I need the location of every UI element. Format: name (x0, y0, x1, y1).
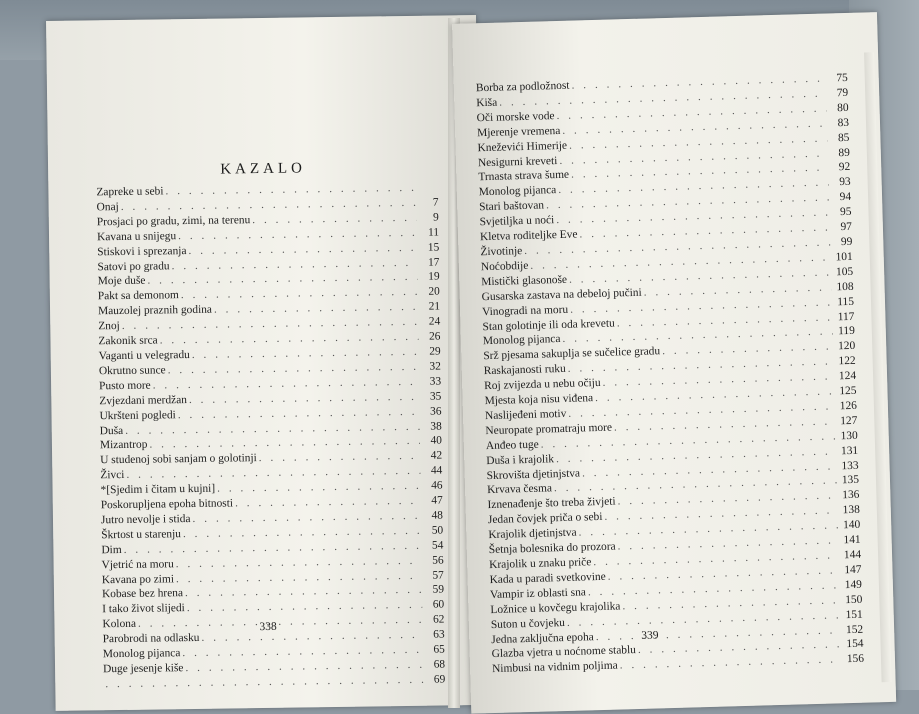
toc-entry-title: Borba za podložnost (476, 79, 570, 97)
toc-entry-title: Živci (100, 468, 124, 483)
toc-entry-title: Jedan čovjek priča o sebi (488, 510, 603, 528)
toc-entry-title: Glazba vjetra u noćnome stablu (492, 643, 637, 662)
toc-entry-page: 83 (829, 116, 849, 131)
toc-entry-title: Kletva roditeljke Eve (480, 228, 578, 246)
toc-entry-page: 94 (831, 190, 851, 205)
toc-entry-page: 20 (420, 285, 440, 300)
toc-entry-page: 65 (425, 643, 445, 658)
toc-entry-page: 80 (828, 101, 848, 116)
toc-entry-page: 130 (838, 429, 858, 444)
toc-entry-title: Iznenađenje što treba živjeti (487, 495, 615, 513)
toc-entry-page: 29 (421, 344, 441, 359)
toc-entry-title: Životinje (480, 244, 522, 260)
toc-entry-title: Zvjezdani merdžan (99, 393, 187, 409)
toc-entry-page: 101 (833, 250, 853, 265)
page-edge (864, 52, 892, 682)
toc-entry-title: Stari baštovan (479, 199, 544, 216)
page-number-right: 339 (641, 629, 659, 641)
toc-entry-page: 17 (419, 255, 439, 270)
toc-entry-page: 125 (836, 384, 856, 399)
toc-entry-page: 127 (837, 414, 857, 429)
toc-entry-page: 57 (424, 568, 444, 583)
toc-entry-page: 93 (830, 175, 850, 190)
toc-entry-page: 149 (842, 578, 862, 593)
toc-entry-title: Kavana u snijegu (97, 229, 176, 245)
toc-entry-page: 19 (420, 270, 440, 285)
toc-entry-page: 59 (424, 583, 444, 598)
toc-entry-title: Kavana po zimi (102, 572, 174, 588)
toc-entry-title: Vinogradi na moru (482, 302, 568, 319)
toc-entry-title: Vaganti u velegradu (99, 348, 190, 364)
toc-entry-title: Vampir iz oblasti sna (490, 585, 586, 603)
toc-entry-title: Zakonik srca (98, 334, 157, 350)
toc-entry-page: 144 (841, 548, 861, 563)
toc-entry-page: 21 (420, 300, 440, 315)
toc-entry-title: Jedna zaključna epoha (491, 630, 594, 648)
toc-entry-page: 89 (830, 145, 850, 160)
toc-entry-page: 75 (828, 71, 848, 86)
toc-entry-title: Mjerenje vremena (477, 124, 561, 141)
toc-entry-page: 124 (836, 369, 856, 384)
toc-entry-page: 50 (423, 523, 443, 538)
toc-entry-title: Monolog pijanca (483, 332, 561, 349)
toc-entry-page: 15 (419, 240, 439, 255)
toc-entry-page: 108 (833, 280, 853, 295)
toc-entry-page: 46 (422, 479, 442, 494)
toc-entry-page: 79 (828, 86, 848, 101)
toc-entry-title: Neuropate promatraju more (485, 420, 612, 438)
toc-entry-page: 140 (840, 518, 860, 533)
left-page (46, 15, 486, 711)
toc-entry-page: 36 (421, 404, 441, 419)
toc-entry-title: Jutro nevolje i stida (101, 512, 191, 528)
toc-entry-page: 54 (423, 538, 443, 553)
toc-entry-title: Kneževići Himerije (477, 138, 567, 155)
page-title: KAZALO (48, 158, 478, 181)
toc-entry-page: 151 (843, 607, 863, 622)
toc-entry-page: 63 (425, 628, 445, 643)
toc-entry-title: Znoj (98, 319, 120, 334)
toc-entry-title: Okrutno sunce (99, 363, 166, 379)
toc-entry-title: Duge jesenje kiše (103, 661, 184, 677)
toc-entry-page: 56 (423, 553, 443, 568)
toc-entry-page: 62 (424, 613, 444, 628)
toc-entry-page: 154 (843, 637, 863, 652)
toc-entry-page: 7 (418, 195, 438, 210)
toc-entry-page: 33 (421, 374, 441, 389)
right-page (452, 12, 896, 714)
toc-entry-page: 131 (838, 443, 858, 458)
toc-entry-title: Pusto more (99, 378, 151, 394)
toc-entry-title: Stan golotinje ili oda krevetu (482, 316, 615, 335)
toc-entry-page: 156 (844, 652, 864, 667)
toc-entry-page: 147 (841, 563, 861, 578)
toc-entry-title: Škrtost u starenju (101, 527, 181, 543)
toc-entry-page: 69 (425, 672, 445, 687)
toc-entry-title: Gusarska zastava na debeloj pučini (482, 285, 642, 304)
toc-entry-page: 42 (422, 449, 442, 464)
toc-entry-title: Anđeo tuge (486, 437, 539, 453)
toc-entry-page: 99 (832, 235, 852, 250)
toc-entry-title: Zapreke u sebi (96, 184, 163, 200)
toc-entry-page: 115 (834, 294, 854, 309)
toc-entry-title: Ukršteni pogledi (99, 408, 175, 424)
toc-entry-title: Suton u čovjeku (491, 616, 565, 633)
toc-entry-page: 120 (835, 339, 855, 354)
toc-entry-title: Oči morske vode (477, 109, 555, 126)
toc-entry-title: Prosjaci po gradu, zimi, na terenu (97, 213, 251, 230)
toc-entry-title: Srž pjesama sakuplja se sučelice gradu (483, 345, 660, 365)
toc-entry-title: Kolona (102, 617, 136, 632)
toc-entry-title: Kiša (476, 96, 497, 111)
toc-entry-page: 40 (422, 434, 442, 449)
toc-entry-page: 133 (838, 458, 858, 473)
toc-entry-page: 47 (423, 494, 443, 509)
toc-entry-page: 85 (829, 131, 849, 146)
toc-entry-title: Raskajanosti ruku (484, 362, 566, 379)
toc-entry-page: 126 (837, 399, 857, 414)
toc-entry-title: Parobrodi na odlasku (103, 631, 200, 647)
toc-entry-page: 119 (835, 324, 855, 339)
toc-entry-page: 122 (835, 354, 855, 369)
toc-entry-title: Duša (100, 423, 124, 438)
toc-entry-page: 68 (425, 657, 445, 672)
toc-entry-title: Stiskovi i sprezanja (97, 244, 186, 260)
toc-entry-title: Satovi po gradu (97, 259, 169, 275)
toc-entry-title: Kada u paradi svetkovine (489, 570, 605, 588)
toc-entry-title: Krajolik djetinjstva (488, 526, 577, 543)
toc-entry-title: Monolog pijanca (479, 183, 557, 200)
toc-entry-title: Monolog pijanca (103, 646, 181, 662)
toc-entry-title: Mistički glasonoše (481, 273, 567, 290)
page-number-left: 338 (259, 621, 276, 633)
toc-entry-page: 9 (419, 210, 439, 225)
toc-entry-page: 136 (839, 488, 859, 503)
toc-entry-title: Onaj (97, 200, 119, 215)
toc-entry-title: Šetnja bolesnika do prozora (489, 540, 616, 558)
toc-list-right (476, 71, 865, 677)
toc-entry-title: Svjetiljka u noći (479, 213, 554, 230)
toc-entry-page: 138 (840, 503, 860, 518)
toc-entry-title: Pakt sa demonom (98, 289, 179, 305)
leader-dots (105, 673, 423, 692)
toc-entry-title: Duša i krajolik (486, 452, 554, 469)
toc-entry-page: 11 (419, 225, 439, 240)
toc-entry-title: Mizantrop (100, 438, 148, 454)
toc-entry-title: Krajolik u znaku priče (489, 555, 592, 573)
toc-entry-title: Mauzolej praznih godina (98, 303, 212, 319)
toc-entry-page: 26 (420, 330, 440, 345)
toc-entry-page: 92 (830, 160, 850, 175)
toc-entry-title: Nimbusi na vidnim poljima (492, 659, 618, 677)
toc-entry-page: 38 (422, 419, 442, 434)
toc-entry-page: 24 (420, 315, 440, 330)
toc-entry-page: 97 (832, 220, 852, 235)
toc-entry-page: 32 (421, 359, 441, 374)
toc-entry-title: Ložnice u kovčegu krajolika (490, 599, 620, 618)
toc-entry-page: 60 (424, 598, 444, 613)
toc-entry-title: *[Sjedim i čitam u kujni] (100, 482, 215, 499)
toc-entry-title: Trnasta strava šume (478, 168, 569, 185)
toc-entry-page: 95 (831, 205, 851, 220)
toc-entry-title: Moje duše (98, 274, 146, 290)
toc-entry-page: 150 (842, 592, 862, 607)
toc-entry-title: Poskorupljena epoha bitnosti (101, 496, 233, 513)
toc-entry-title: Nesigurni kreveti (478, 154, 558, 171)
toc-entry-page: 35 (421, 389, 441, 404)
toc-entry-page: 105 (833, 265, 853, 280)
toc-entry-page: 117 (834, 309, 854, 324)
toc-entry-page: 48 (423, 508, 443, 523)
toc-entry-title: I tako život slijedi (102, 601, 185, 617)
toc-entry-title: Roj zvijezda u nebu očiju (484, 376, 601, 394)
toc-entry-page: 141 (840, 533, 860, 548)
toc-entry-page: 135 (839, 473, 859, 488)
toc-entry-title: U studenoj sobi sanjam o golotinji (100, 451, 257, 468)
toc-entry-title: Dim (101, 543, 121, 558)
toc-entry-title: Krvava česma (487, 482, 552, 499)
open-book (28, 18, 888, 690)
toc-entry-title: Noćobdije (481, 259, 529, 275)
toc-entry-page: 44 (422, 464, 442, 479)
toc-entry-title: Mjesta koja nisu viđena (484, 391, 593, 409)
toc-entry-page: 152 (843, 622, 863, 637)
toc-entry-title: Kobase bez hrena (102, 587, 183, 603)
toc-entry-title: Vjetrić na moru (102, 557, 174, 573)
toc-entry-title: Naslijeđeni motiv (485, 407, 567, 424)
toc-entry-title: Skrovišta djetinjstva (487, 466, 581, 484)
toc-list-left (96, 181, 445, 693)
